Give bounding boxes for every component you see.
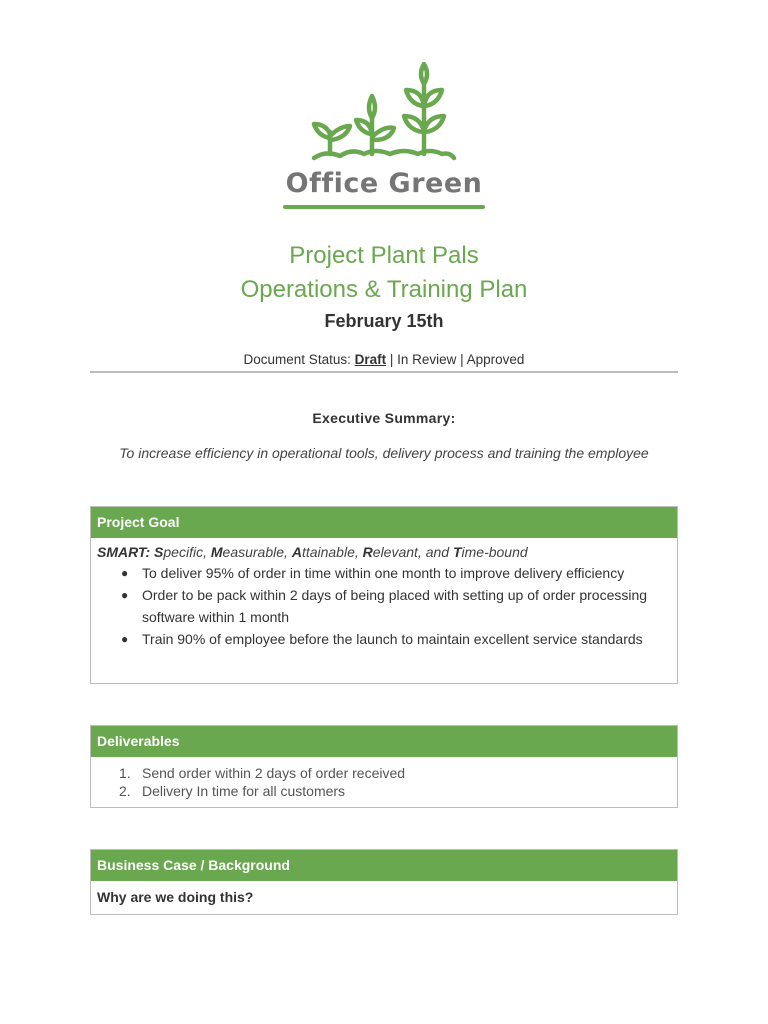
deliverable-text: Send order within 2 days of order received (142, 765, 406, 781)
bullet: ● (121, 588, 129, 602)
goal-text: To deliver 95% of order in time within one month to improve delivery efficiency (142, 565, 625, 581)
smart-line (97, 544, 671, 560)
list-item (97, 628, 671, 650)
plant-sprouts-icon (304, 62, 464, 170)
deliverable-text: Delivery In time for all customers (142, 783, 346, 799)
smart-letter-m: M (210, 544, 223, 560)
smart-word-r: elevant, and (372, 544, 453, 560)
project-title: Project Plant Pals (289, 242, 479, 269)
logo (0, 62, 768, 209)
project-goal-heading: Project Goal (91, 507, 677, 538)
smart-letter-s: S (154, 544, 164, 560)
document-date: February 15th (324, 311, 444, 331)
brand-underline (283, 205, 485, 209)
list-item (97, 782, 671, 800)
project-goal-section (90, 506, 678, 684)
status-draft[interactable]: Draft (354, 352, 387, 367)
document-status (0, 352, 768, 367)
deliverables-section (90, 725, 678, 808)
business-case-question: Why are we doing this? (97, 889, 254, 905)
smart-letter-t: T (452, 544, 462, 560)
goal-list (97, 562, 671, 650)
smart-letter-a: A (291, 544, 302, 560)
executive-summary-heading: Executive Summary: (312, 410, 456, 426)
list-item (97, 584, 671, 628)
bullet: ● (121, 566, 129, 580)
business-case-heading: Business Case / Background (91, 850, 677, 881)
list-item (97, 764, 671, 782)
business-case-section (90, 849, 678, 915)
goal-text: Order to be pack within 2 days of being placed with setting up of order processing software within 1 month (142, 587, 648, 625)
item-number: 2. (119, 783, 131, 799)
list-item (97, 562, 671, 584)
smart-letter-r: R (362, 544, 373, 560)
status-prefix: Document Status: (243, 352, 355, 367)
goal-text: Train 90% of employee before the launch to maintain excellent service standards (142, 631, 643, 647)
executive-summary-text: To increase efficiency in operational tools, delivery process and training the employee (119, 445, 649, 461)
item-number: 1. (119, 765, 131, 781)
plan-title: Operations & Training Plan (240, 276, 528, 303)
deliverables-heading: Deliverables (91, 726, 677, 757)
smart-word-m: easurable, (222, 544, 292, 560)
title-block (0, 239, 768, 332)
status-rest: | In Review | Approved (386, 352, 525, 367)
status-divider (90, 371, 678, 373)
smart-word-s: pecific, (163, 544, 211, 560)
bullet: ● (121, 632, 129, 646)
smart-label: SMART: (97, 544, 151, 560)
brand-name: Office Green (285, 168, 483, 199)
smart-word-a: ttainable, (301, 544, 363, 560)
smart-word-t: ime-bound (461, 544, 528, 560)
deliverables-list (97, 764, 671, 800)
